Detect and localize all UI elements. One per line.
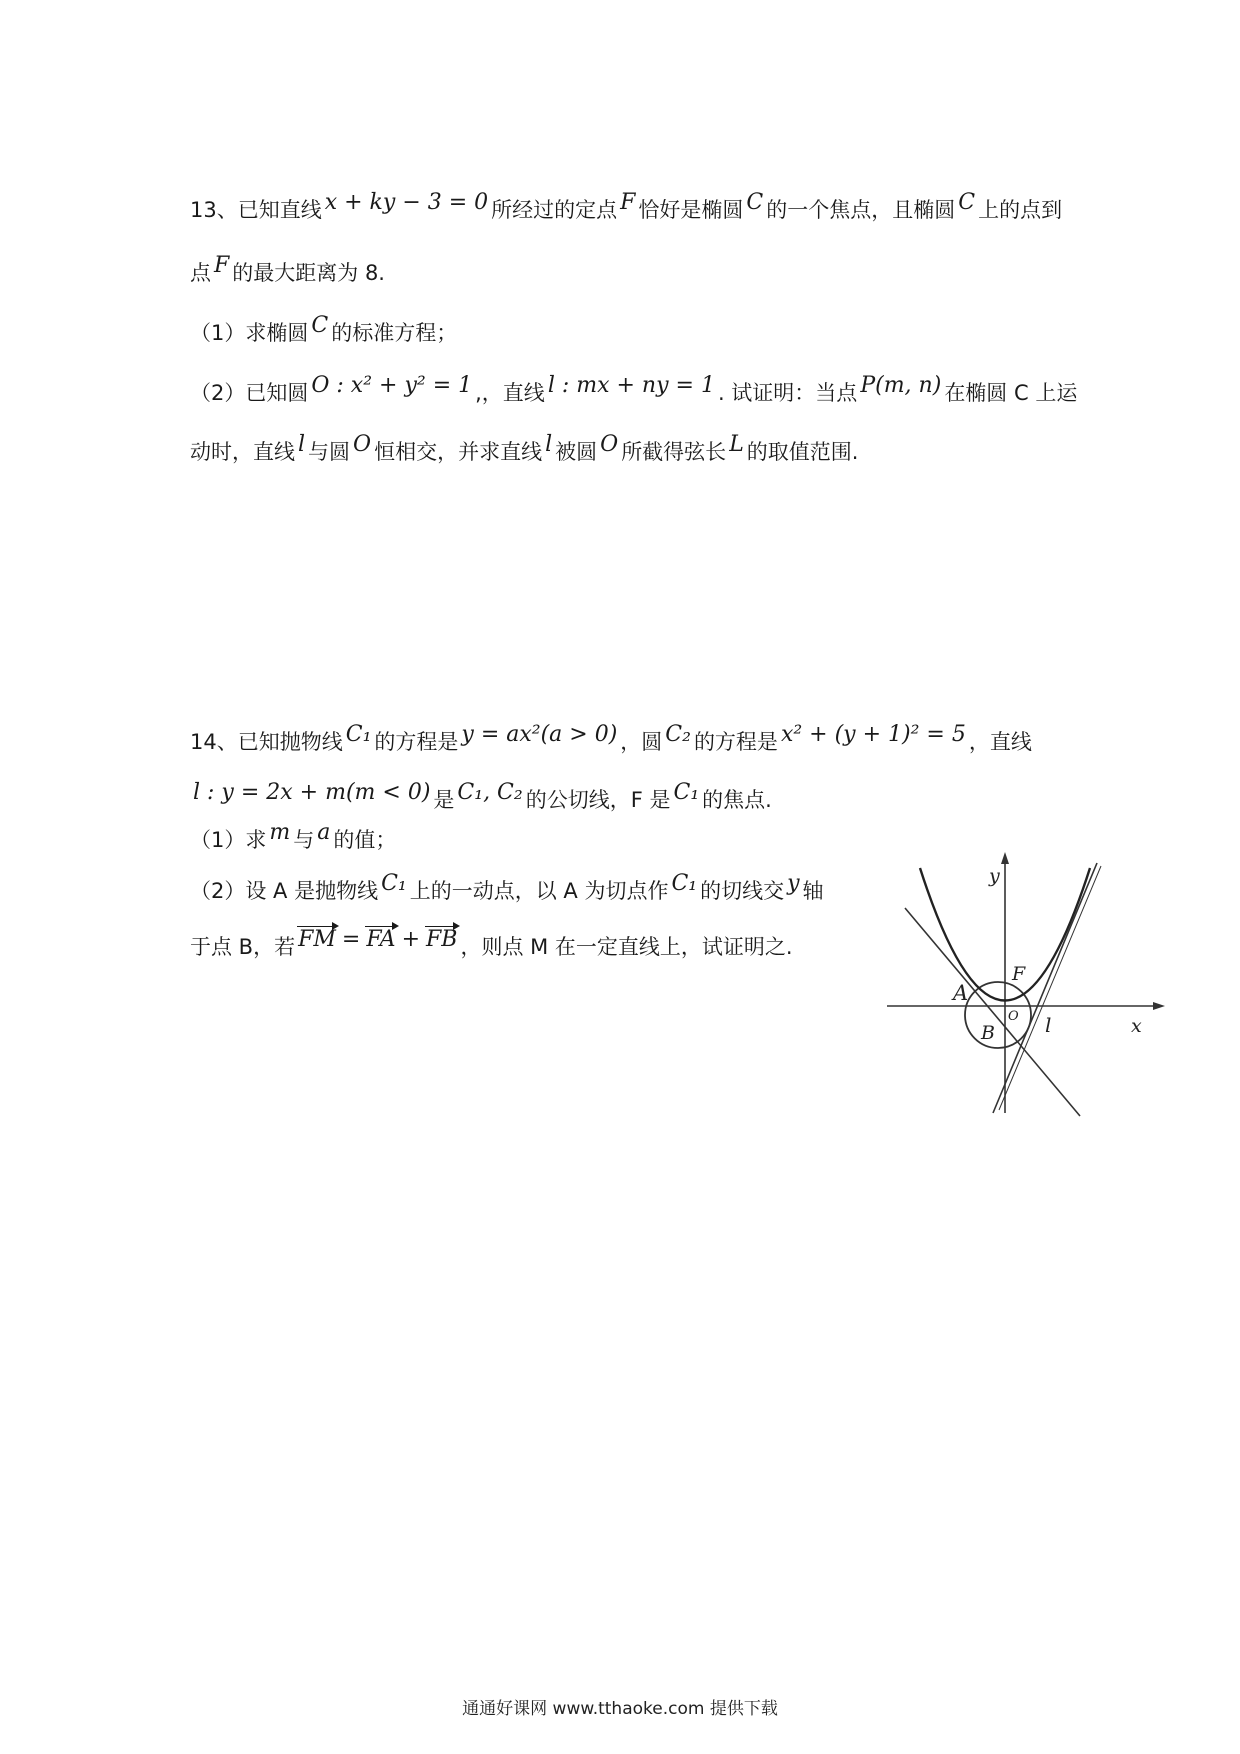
q13-line-4: （2）已知圆 O : x² + y² = 1 ,，直线 l : mx + ny = 1 . 试证明：当点 P(m, n) 在椭圆 C 上运 [190,373,1078,405]
math-F: F [214,253,230,278]
q13-line-1: 13、已知直线 x + ky − 3 = 0 所经过的定点 F 恰好是椭圆 C 的一个焦点，且椭圆 C 上的点到 [190,190,1063,222]
math-C2: C₂ [665,722,691,747]
label-F: F [1012,963,1026,985]
q14-line-3: （1）求 m 与 a 的值； [190,820,397,852]
math-m: m [269,820,291,845]
label-O: O [1008,1009,1019,1024]
math-L: L [729,432,744,457]
parabola-circle-figure [885,848,1170,1118]
math-vector-FB: FB [423,925,460,955]
math-line-l-equation: l : mx + ny = 1 [547,373,715,398]
q13-line-2: 点 F 的最大距离为 8. [190,253,385,285]
footer-source: 通通好课网 www.tthaoke.com 提供下载 [462,1699,778,1719]
math-line-equation: x + ky − 3 = 0 [324,190,489,215]
math-C1: C₁ [381,871,407,896]
math-parabola-equation: y = ax²(a > 0) [461,722,618,747]
math-l: l [298,432,306,457]
math-C1: C₁ [345,722,372,747]
q13-line-5: 动时，直线 l 与圆 O 恒相交，并求直线 l 被圆 O 所截得弦长 L 的取值范围. [190,432,859,464]
x-axis-arrow [1153,1002,1165,1010]
math-F: F [620,190,636,215]
math-O: O [353,432,372,457]
math-C1: C₁ [673,780,700,805]
math-C: C [958,190,976,215]
math-point-P: P(m, n) [860,373,942,398]
label-y: y [989,865,1000,887]
math-C: C [746,190,764,215]
label-l: l [1045,1013,1052,1037]
q14-line-5: 于点 B，若 FM = FA + FB ，则点 M 在一定直线上，试证明之. [190,927,793,959]
math-l: l [545,432,553,457]
q14-line-1: 14、已知抛物线 C₁ 的方程是 y = ax²(a > 0) ，圆 C₂ 的方程是 x² + (y + 1)² = 5 ，直线 [190,722,1032,754]
tangent-line-l-second-stroke [999,866,1101,1110]
label-A: A [953,981,969,1005]
math-vector-FM: FM [295,925,339,955]
label-B: B [981,1022,995,1044]
label-x: x [1131,1015,1142,1037]
math-O: O [600,432,619,457]
math-circle-O-equation: O : x² + y² = 1 [311,373,473,398]
q14-line-4: （2）设 A 是抛物线 C₁ 上的一动点，以 A 为切点作 C₁ 的切线交 y 轴 [190,871,824,903]
tangent-line-at-A [905,908,1080,1116]
y-axis-arrow [1001,852,1009,864]
math-C: C [311,313,329,338]
math-vector-FA: FA [363,925,398,955]
math-circle-equation: x² + (y + 1)² = 5 [780,722,966,747]
q14-line-2: l : y = 2x + m(m < 0) 是 C₁, C₂ 的公切线，F 是 C₁ 的焦点. [190,785,772,816]
math-C1-C2: C₁, C₂ [457,780,523,805]
math-a: a [317,820,331,845]
math-tangent-line-equation: l : y = 2x + m(m < 0) [193,780,431,805]
math-y: y [787,871,800,896]
math-C1: C₁ [671,871,698,896]
q13-line-3: （1）求椭圆 C 的标准方程； [190,313,458,345]
